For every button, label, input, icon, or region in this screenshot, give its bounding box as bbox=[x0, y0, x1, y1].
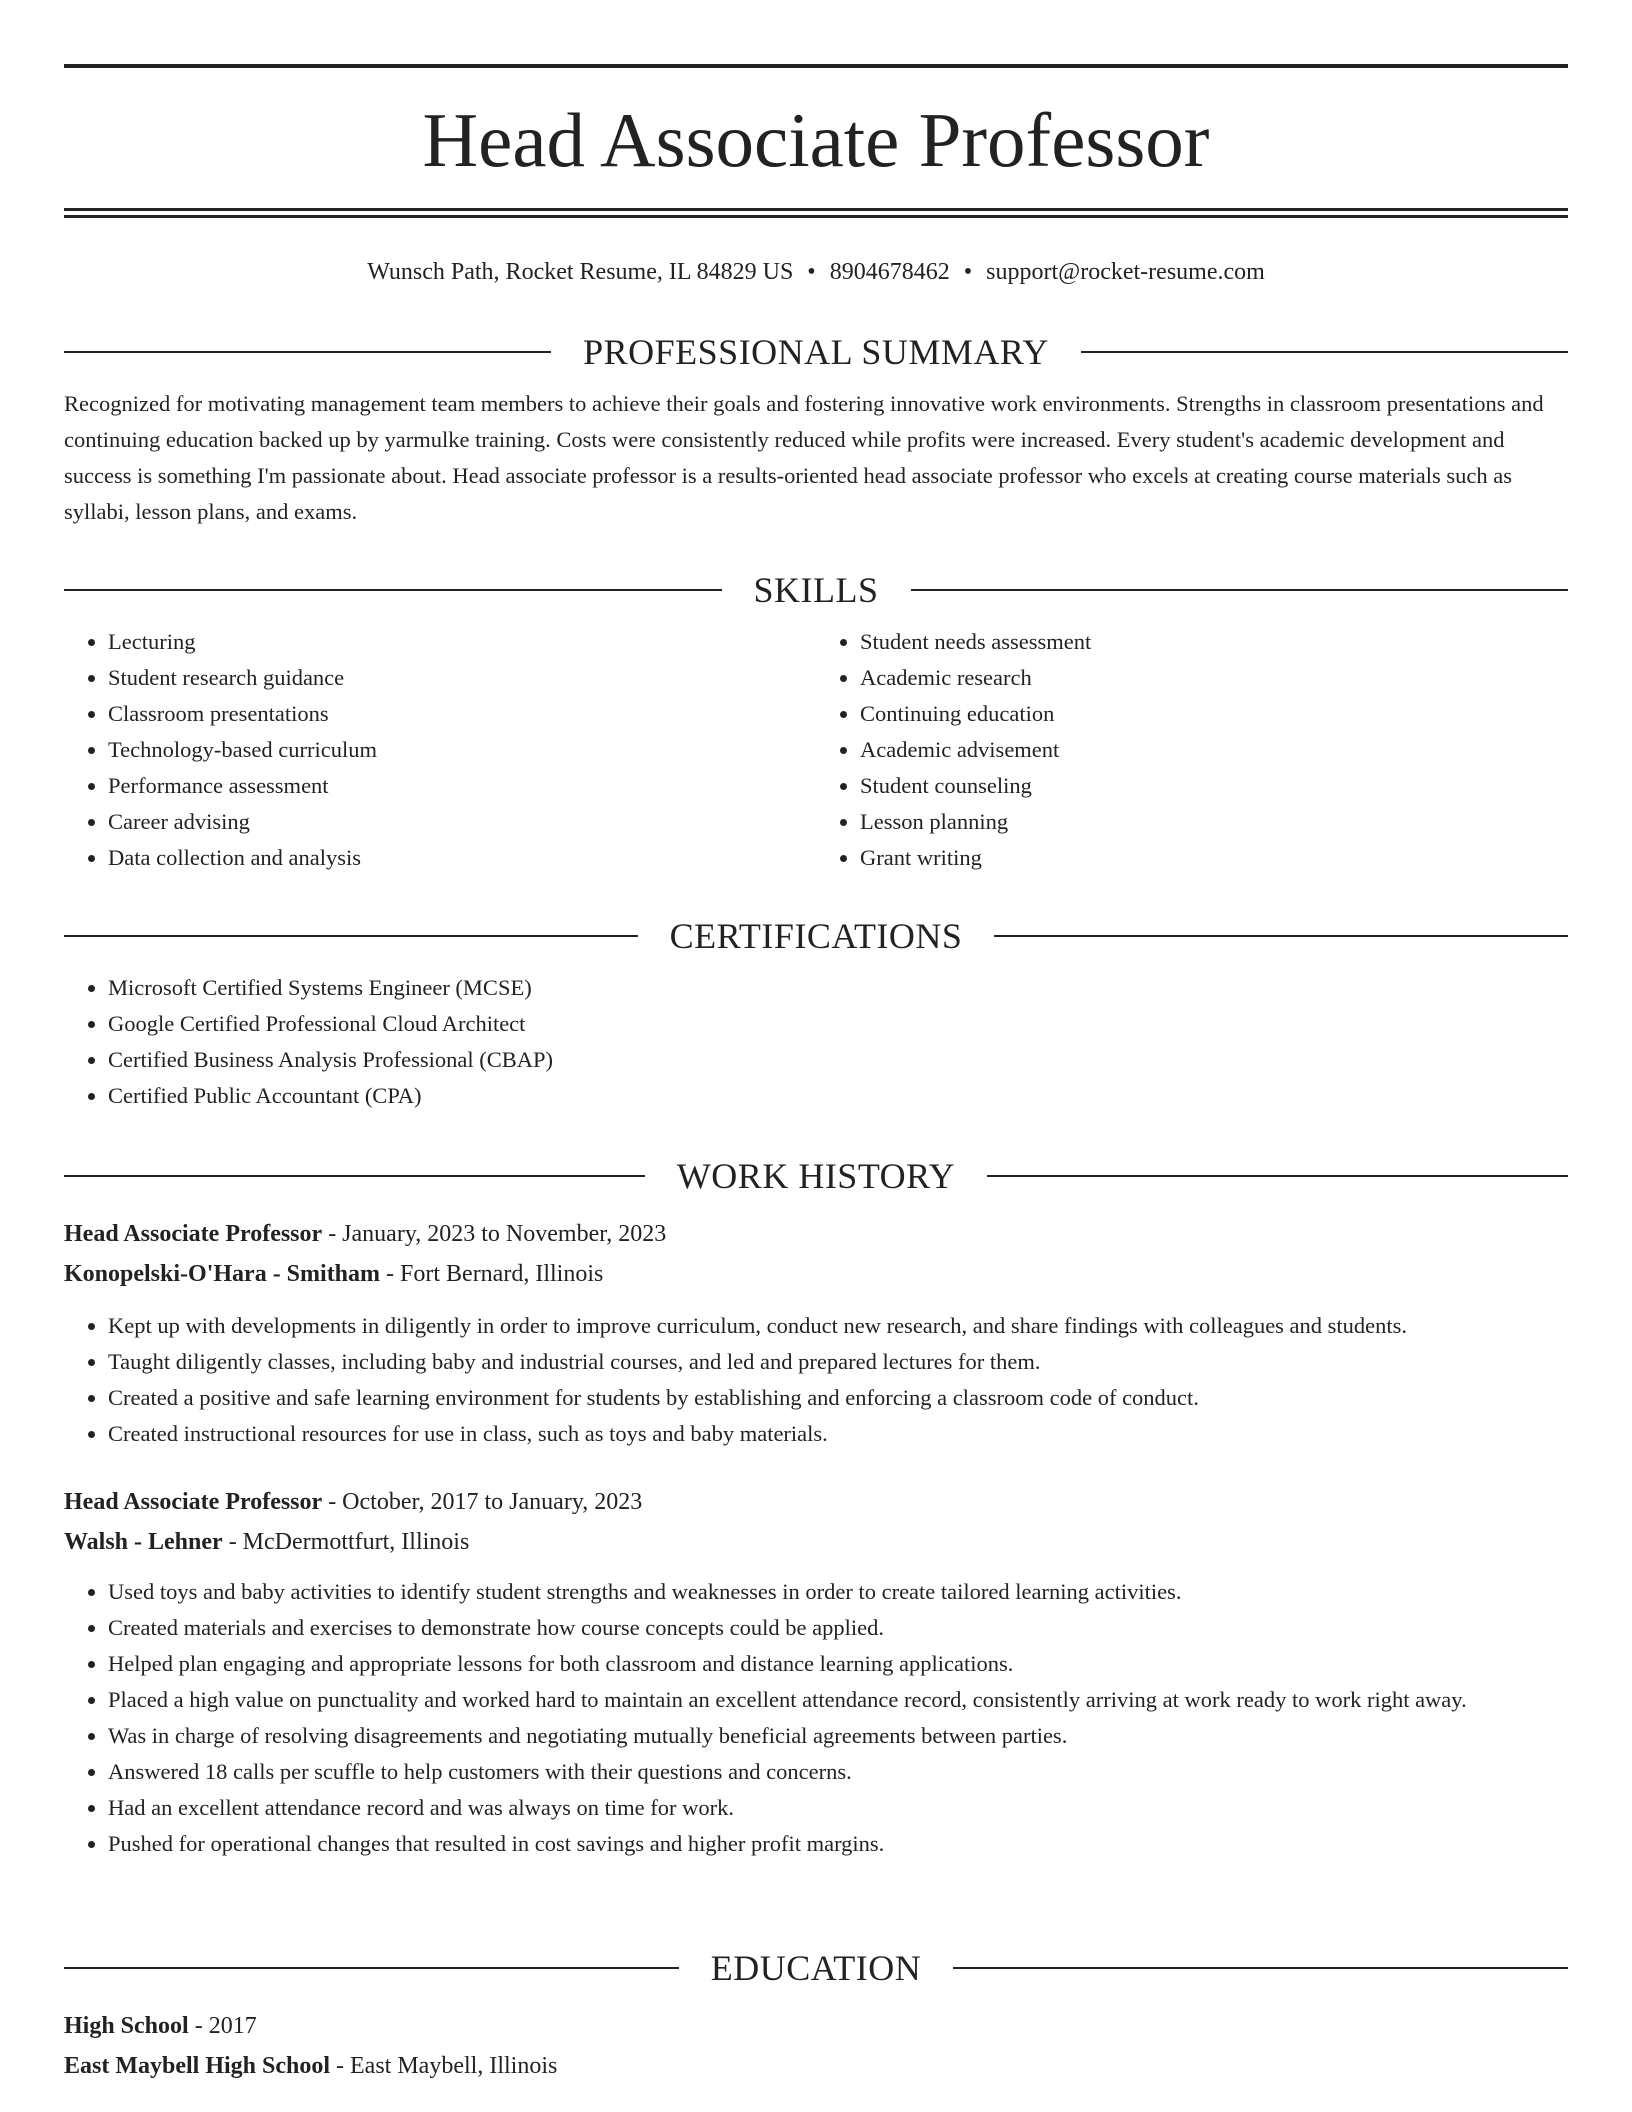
contact-separator: • bbox=[963, 259, 973, 285]
job-location: - Fort Bernard, Illinois bbox=[380, 1261, 604, 1287]
skill-item: • Grant writing bbox=[860, 840, 1568, 876]
contact-phone: 8904678462 bbox=[829, 259, 950, 285]
contact-address: Wunsch Path, Rocket Resume, IL 84829 US bbox=[367, 259, 794, 285]
job-entry bbox=[64, 1482, 1568, 1862]
education-degree: High School bbox=[64, 2013, 189, 2039]
job-bullet: • Created materials and exercises to demonstrate how course concepts could be applied. bbox=[108, 1610, 1568, 1646]
skills-heading bbox=[64, 566, 1568, 614]
page-title: Head Associate Professor bbox=[422, 97, 1210, 183]
job-bullet: • Answered 18 calls per scuffle to help customers with their questions and concerns. bbox=[108, 1754, 1568, 1790]
job-bullet: • Placed a high value on punctuality and worked hard to maintain an excellent attendance record, consistently arriving at work ready to work right away. bbox=[108, 1682, 1568, 1718]
education-location: - East Maybell, Illinois bbox=[330, 2053, 558, 2079]
top-rule bbox=[64, 64, 1568, 68]
education-heading-text: EDUCATION bbox=[710, 1948, 922, 1988]
job-dates: - October, 2017 to January, 2023 bbox=[322, 1489, 643, 1515]
work-history-heading-text: WORK HISTORY bbox=[676, 1156, 956, 1196]
job-bullets bbox=[64, 1574, 1568, 1862]
skills-heading-text: SKILLS bbox=[753, 570, 879, 610]
job-bullet: • Pushed for operational changes that resulted in cost savings and higher profit margins. bbox=[108, 1826, 1568, 1862]
skill-item: • Student needs assessment bbox=[860, 624, 1568, 660]
skill-item: • Data collection and analysis bbox=[108, 840, 816, 876]
certifications-section bbox=[64, 912, 1568, 1114]
skill-item: • Lesson planning bbox=[860, 804, 1568, 840]
summary-heading-text: PROFESSIONAL SUMMARY bbox=[583, 332, 1049, 372]
job-bullet: • Helped plan engaging and appropriate lessons for both classroom and distance learning applications. bbox=[108, 1646, 1568, 1682]
job-bullet: • Had an excellent attendance record and was always on time for work. bbox=[108, 1790, 1568, 1826]
work-history-section bbox=[64, 1152, 1568, 1862]
certifications-heading bbox=[64, 912, 1568, 960]
job-title: Head Associate Professor bbox=[64, 1221, 323, 1247]
job-company-line bbox=[64, 1254, 1568, 1294]
skill-item: • Career advising bbox=[108, 804, 816, 840]
skill-item: • Academic advisement bbox=[860, 732, 1568, 768]
education-school: East Maybell High School bbox=[64, 2053, 331, 2079]
contact-separator: • bbox=[807, 259, 816, 285]
title-rule-upper bbox=[64, 208, 1568, 211]
job-company-line bbox=[64, 1522, 1568, 1562]
summary-section bbox=[64, 328, 1568, 530]
skill-item: • Classroom presentations bbox=[108, 696, 816, 732]
job-title-line bbox=[64, 1482, 1568, 1522]
certification-item: • Microsoft Certified Systems Engineer (MCSE) bbox=[108, 970, 1568, 1006]
contact-line bbox=[64, 252, 1568, 292]
education-degree-line bbox=[64, 2006, 1568, 2046]
certification-item: • Certified Public Accountant (CPA) bbox=[108, 1078, 1568, 1114]
education-year: - 2017 bbox=[188, 2013, 257, 2039]
job-title: Head Associate Professor bbox=[64, 1489, 323, 1515]
job-title-line bbox=[64, 1214, 1568, 1254]
education-section bbox=[64, 1944, 1568, 2086]
education-heading bbox=[64, 1944, 1568, 1992]
skill-item: • Student research guidance bbox=[108, 660, 816, 696]
summary-heading bbox=[64, 328, 1568, 376]
skills-right-column bbox=[816, 624, 1568, 876]
job-bullets bbox=[64, 1308, 1568, 1452]
certification-item: • Certified Business Analysis Professional (CBAP) bbox=[108, 1042, 1568, 1078]
job-bullet: • Was in charge of resolving disagreements and negotiating mutually beneficial agreements between parties. bbox=[108, 1718, 1568, 1754]
skill-item: • Lecturing bbox=[108, 624, 816, 660]
certifications-heading-text: CERTIFICATIONS bbox=[669, 916, 963, 956]
skills-section bbox=[64, 566, 1568, 876]
certifications-list bbox=[64, 970, 1568, 1114]
job-company: Walsh - Lehner bbox=[64, 1529, 223, 1555]
job-bullet: • Created a positive and safe learning environment for students by establishing and enforcing a classroom code of conduct. bbox=[108, 1380, 1568, 1416]
skills-left-column bbox=[64, 624, 816, 876]
certification-item: • Google Certified Professional Cloud Architect bbox=[108, 1006, 1568, 1042]
job-entry bbox=[64, 1214, 1568, 1452]
skills-columns bbox=[64, 624, 1568, 876]
job-bullet: • Used toys and baby activities to identify student strengths and weaknesses in order to create tailored learning activities. bbox=[108, 1574, 1568, 1610]
job-company: Konopelski-O'Hara - Smitham bbox=[64, 1261, 381, 1287]
skill-item: • Continuing education bbox=[860, 696, 1568, 732]
title-rule-lower bbox=[64, 215, 1568, 218]
job-bullet: • Kept up with developments in diligently in order to improve curriculum, conduct new research, and share findings with colleagues and students. bbox=[108, 1308, 1568, 1344]
contact-email: support@rocket-resume.com bbox=[986, 259, 1265, 285]
education-entry bbox=[64, 2006, 1568, 2086]
work-history-heading bbox=[64, 1152, 1568, 1200]
job-dates: - January, 2023 to November, 2023 bbox=[322, 1221, 667, 1247]
skill-item: • Student counseling bbox=[860, 768, 1568, 804]
skill-item: • Technology-based curriculum bbox=[108, 732, 816, 768]
education-school-line bbox=[64, 2046, 1568, 2086]
skill-item: • Performance assessment bbox=[108, 768, 816, 804]
job-bullet: • Taught diligently classes, including baby and industrial courses, and led and prepared lectures for them. bbox=[108, 1344, 1568, 1380]
job-location: - McDermottfurt, Illinois bbox=[222, 1529, 470, 1555]
summary-text: Recognized for motivating management team members to achieve their goals and fostering innovative work environments. Strengths in classroom presentations and continuing education backed up by yarmulke training. Costs were consistently reduced while profits were increased. Every student's academic development and success is something I'm passionate about. Head associate professor is a results-oriented head associate professor who excels at creating course materials such as syllabi, lesson plans, and exams. bbox=[64, 391, 1544, 524]
skill-item: • Academic research bbox=[860, 660, 1568, 696]
job-bullet: • Created instructional resources for use in class, such as toys and baby materials. bbox=[108, 1416, 1568, 1452]
